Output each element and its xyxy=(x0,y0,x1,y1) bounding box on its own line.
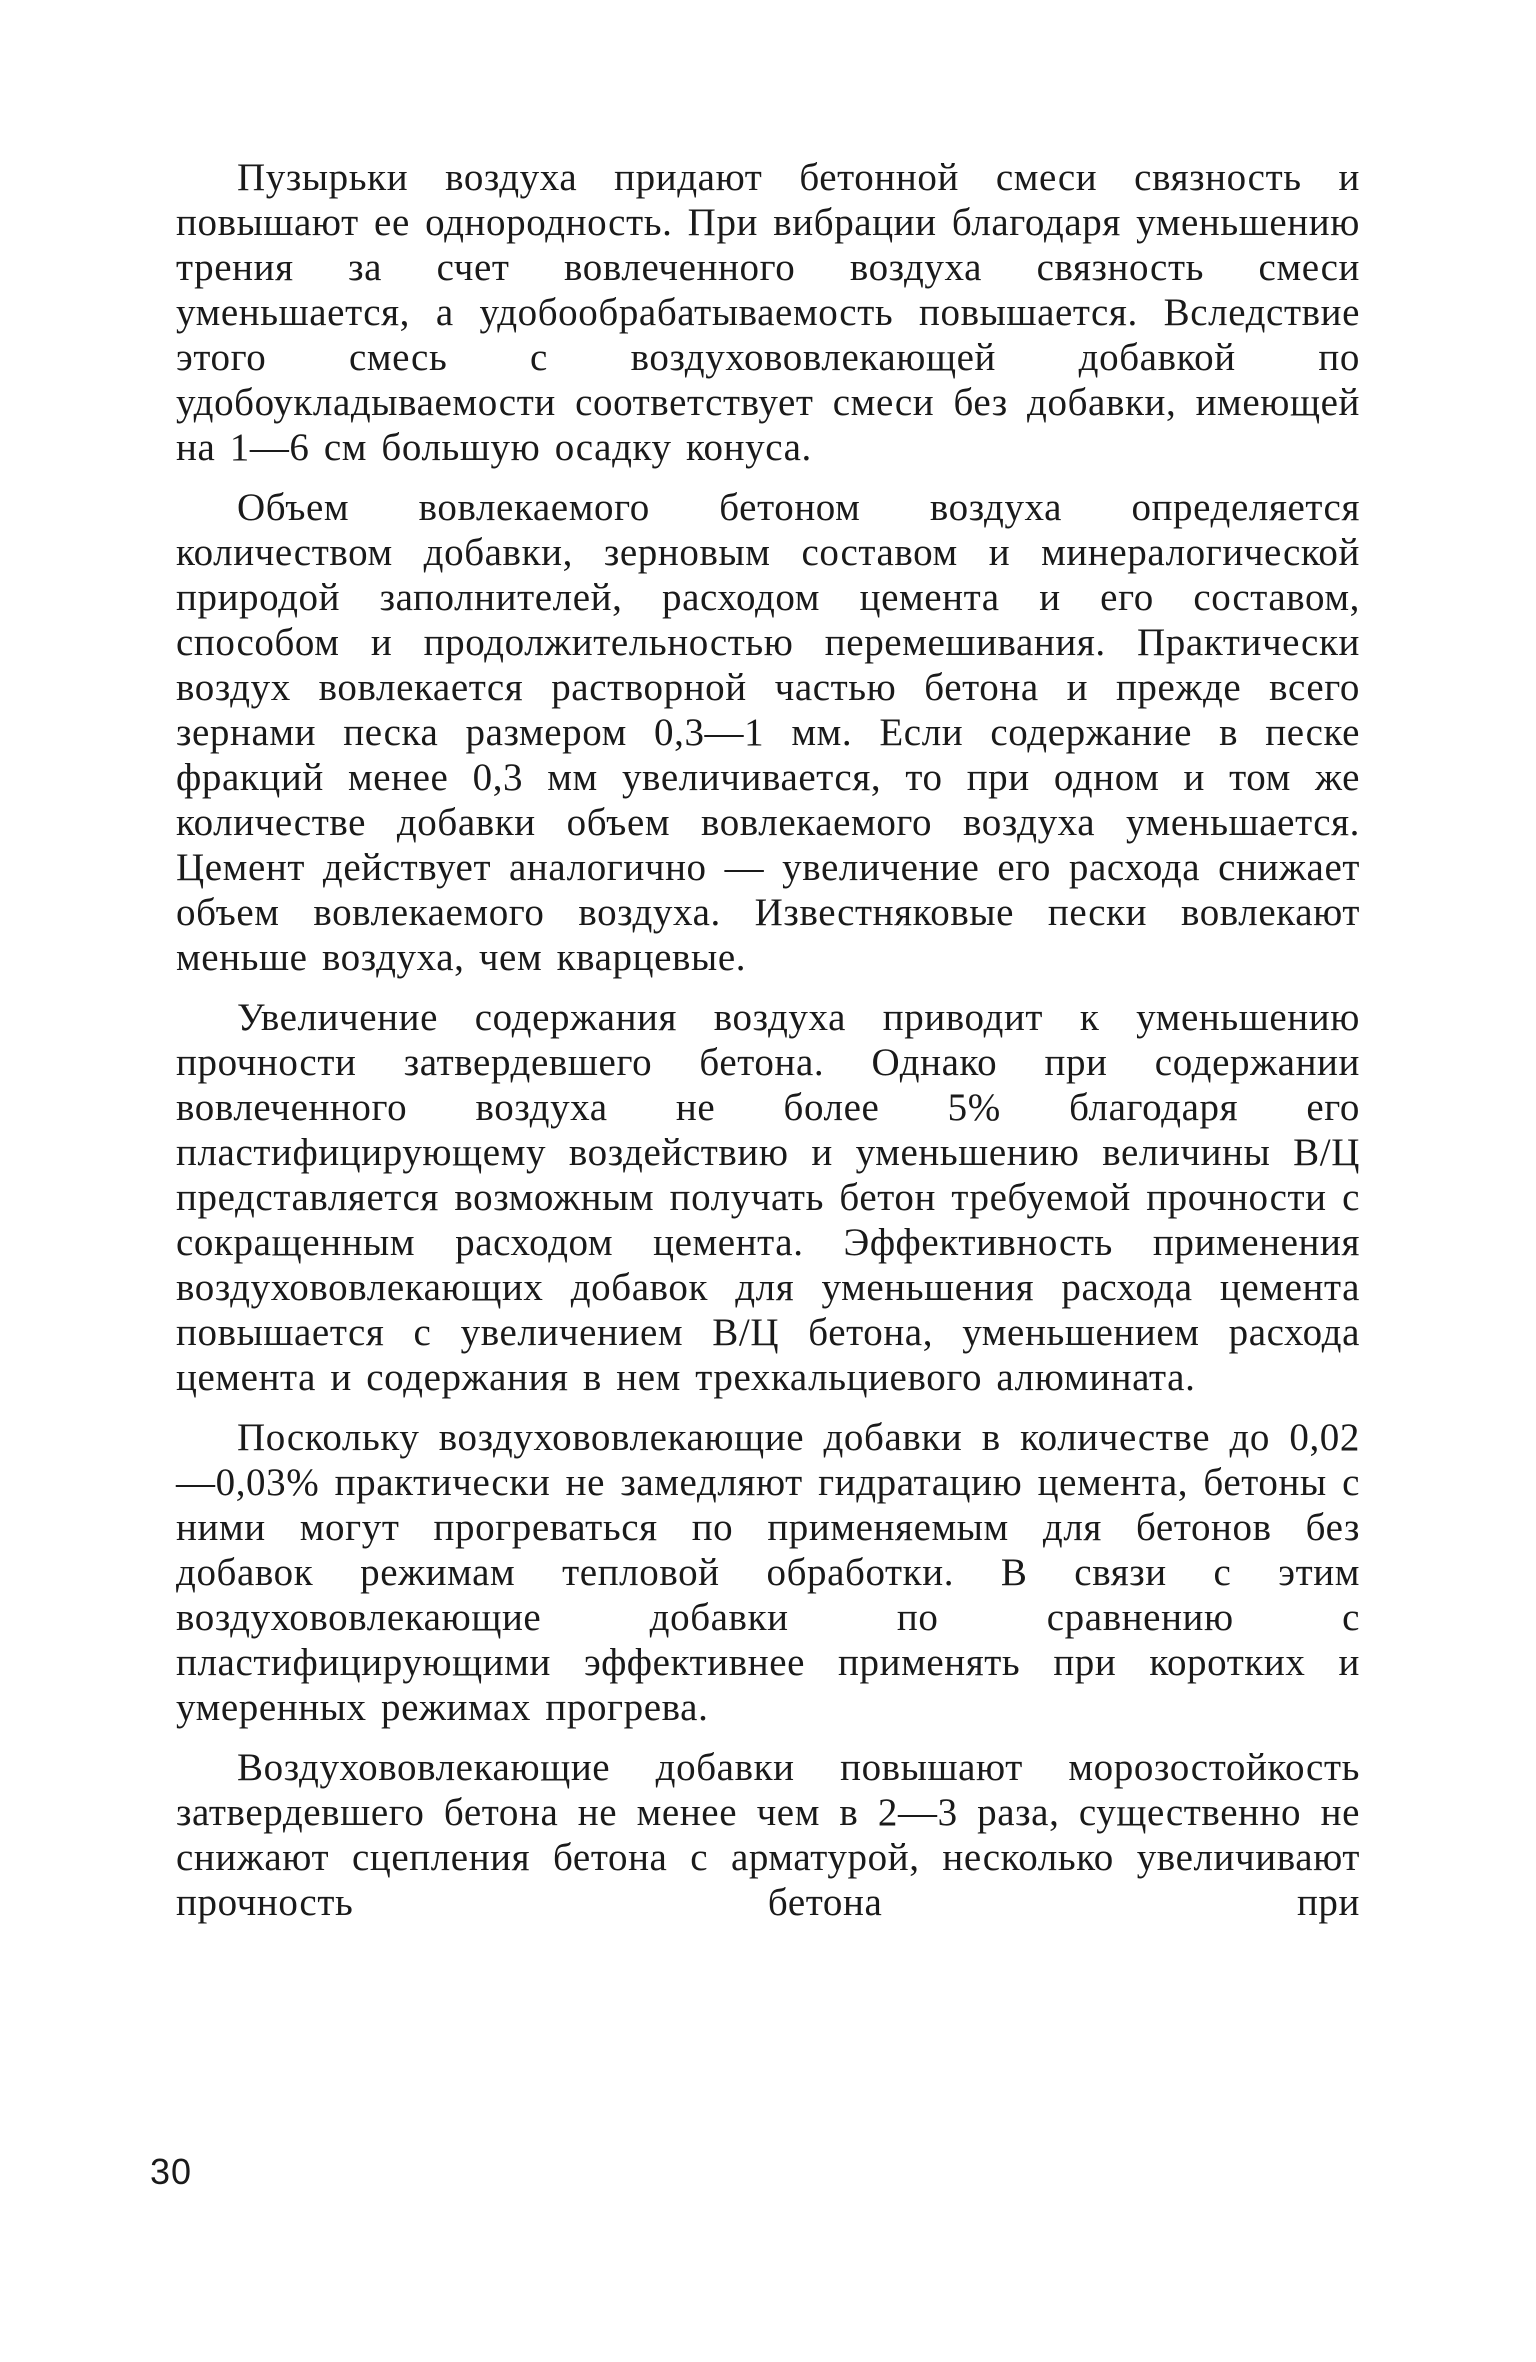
paragraph-entrained-air-volume: Объем вовлекаемого бетоном воздуха определяется количеством добавки, зерновым составом и минералогической природой заполнителей, расходом цемента и его составом, способом и продолжительностью перемешивания. Практически воздух вовлекается растворной частью бетона и прежде всего зернами песка размером 0,3—1 мм. Если содержание в песке фракций менее 0,3 мм увеличивается, то при одном и том же количестве добавки объем вовлекаемого воздуха уменьшается. Цемент действует аналогично — увеличение его расхода снижает объем вовлекаемого воздуха. Известняковые пески вовлекают меньше воздуха, чем кварцевые. xyxy=(176,486,1360,979)
paragraph-frost-resistance: Воздухововлекающие добавки повышают морозостойкость затвердевшего бетона не менее чем в 2—3 раза, существенно не снижают сцепления бетона с арматурой, несколько увеличивают прочность бетона при xyxy=(176,1746,1360,1924)
paragraph-air-bubbles-cohesion: Пузырьки воздуха придают бетонной смеси связность и повышают ее однородность. При вибрации благодаря уменьшению трения за счет вовлеченного воздуха связность смеси уменьшается, а удобообрабатываемость повышается. Вследствие этого смесь с воздухововлекающей добавкой по удобоукладываемости соответствует смеси без добавки, имеющей на 1—6 см большую осадку конуса. xyxy=(176,156,1360,469)
page-number: 30 xyxy=(150,2151,193,2192)
paragraph-heat-treatment: Поскольку воздухововлекающие добавки в количестве до 0,02—0,03% практически не замедляют гидратацию цемента, бетоны с ними могут прогреваться по применяемым для бетонов без добавок режимам тепловой обработки. В связи с этим воздухововлекающие добавки по сравнению с пластифицирующими эффективнее применять при коротких и умеренных режимах прогрева. xyxy=(176,1416,1360,1729)
body-text xyxy=(176,155,1360,1940)
paragraph-air-content-strength: Увеличение содержания воздуха приводит к уменьшению прочности затвердевшего бетона. Однако при содержании вовлеченного воздуха не более 5% благодаря его пластифицирующему воздействию и уменьшению величины В/Ц представляется возможным получать бетон требуемой прочности с сокращенным расходом цемента. Эффективность применения воздухововлекающих добавок для уменьшения расхода цемента повышается с увеличением В/Ц бетона, уменьшением расхода цемента и содержания в нем трехкальциевого алюмината. xyxy=(176,996,1360,1399)
